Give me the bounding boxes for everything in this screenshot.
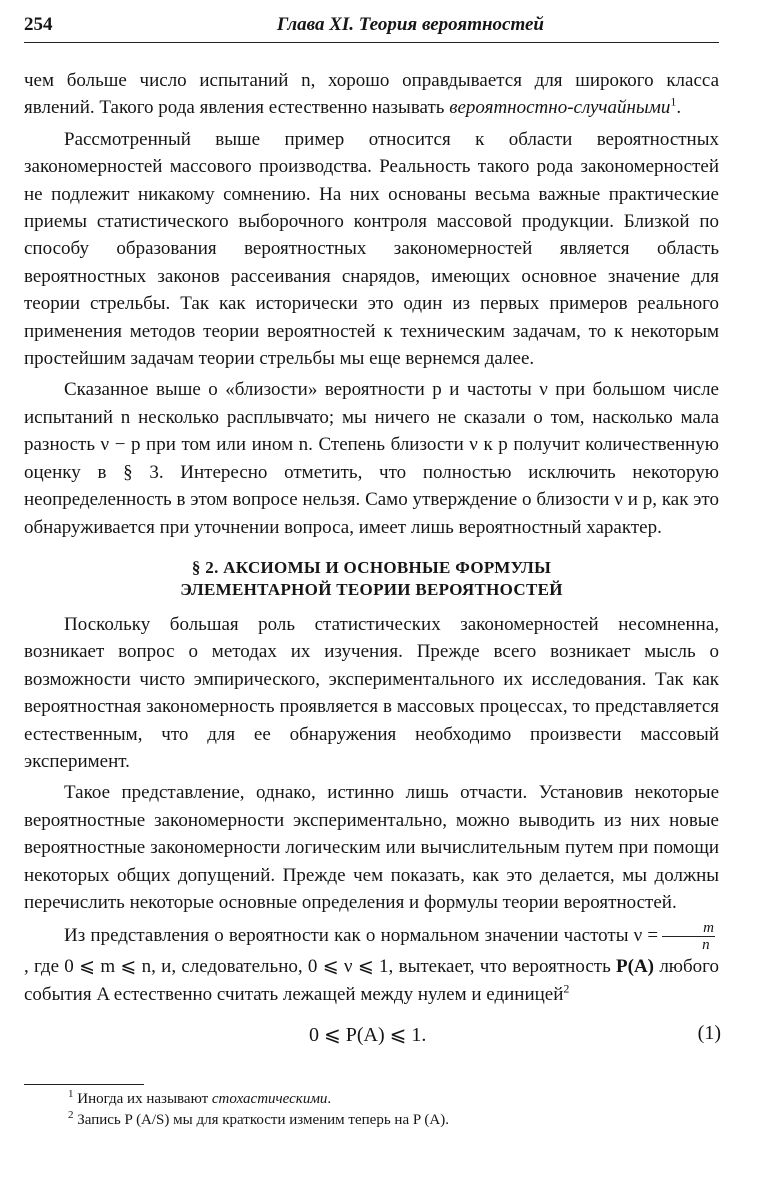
footnote-1: $^1$ Иногда их называют стохастическими. (68, 1088, 332, 1108)
formula-number: (1) (697, 1022, 721, 1045)
book-page (24, 14, 719, 1131)
paragraph-3: Сказанное выше о «близости» вероятности p и частоты ν при большом числе испытаний n несколько расплывчато; мы ничего не сказали о том, насколько мала разность ν − p при том или ином n. Степень близости ν к p получит количественную оценку в § 3. Интересно отметить, что полностью исключить некоторую неопределенность в этом вопросе нельзя. Само утверждение о близости ν и p, как это обнаруживается при уточнении вопроса, имеет лишь вероятностный характер. (24, 379, 719, 538)
paragraph-6: Из представления о вероятности как о нормальном значении частоты ν = $\frac{m}{n}$ , где 0 ⩽ m ⩽ n, и, следовательно, 0 ⩽ ν ⩽ 1, вытекает, что вероятность P(A) любого события A естественно считать лежащей между нулем и единицей$^2$ (24, 920, 719, 1005)
formula-expression: 0 ⩽ P(A) ⩽ 1. (309, 1024, 427, 1047)
page-header (24, 14, 719, 44)
footnote-rule (24, 1084, 144, 1085)
paragraph-5: Такое представление, однако, истинно лишь отчасти. Установив некоторые вероятностные закономерности экспериментально, можно выводить из них новые вероятностные закономерности логическим или вычислительным путем при помощи некоторых общих допущений. Прежде чем показать, как это делается, мы должны перечислить некоторые основные определения и формулы теории вероятностей. (24, 782, 719, 913)
footnote-ref-1[interactable]: 1 (670, 95, 677, 110)
header-rule (24, 42, 719, 43)
running-title: Глава XI. Теория вероятностей (276, 14, 544, 35)
paragraph-2: Рассмотренный выше пример относится к области вероятностных закономерностей массового производства. Реальность такого рода закономерностей не подлежит никакому сомнению. На них основаны весьма важные практические приемы статистического выборочного контроля массовой продукции. Близкой по способу образования вероятностных закономерностей является область вероятностных законов рассеивания снарядов, имеющих основное значение для теории стрельбы. Так как исторически это один из первых примеров реального применения методов теории вероятностей к техническим задачам, то к некоторым простейшим задачам теории стрельбы мы еще вернемся далее. (24, 128, 719, 370)
formula-1 (24, 1016, 719, 1056)
paragraph-4: Поскольку большая роль статистических закономерностей несомненна, возникает вопрос о методах их изучения. Прежде всего возникает мысль о возможности чисто эмпирического, экспериментального их исследования. Так как вероятностная закономерность проявляется в массовых процессах, то представляется естественным, что для ее обнаружения необходимо произвести массовый эксперимент. (24, 613, 719, 772)
footnote-ref-2[interactable]: 2 (563, 981, 570, 996)
italic-term: вероятностно-случайными (449, 97, 671, 119)
page-number: 254 (24, 14, 53, 35)
section-heading-line-2: ЭЛЕМЕНТАРНОЙ ТЕОРИИ ВЕРОЯТНОСТЕЙ (180, 579, 563, 599)
fraction-m-over-n: $\frac{m}{n}$ (662, 920, 715, 953)
section-heading-line-1: § 2. АКСИОМЫ И ОСНОВНЫЕ ФОРМУЛЫ (191, 557, 552, 577)
section-heading (24, 557, 719, 601)
footnote-2: $^2$ Запись P (A/S) мы для краткости изменим теперь на P (A). (68, 1109, 449, 1129)
paragraph-1: чем больше число испытаний n, хорошо оправдывается для широкого класса явлений. Такого рода явления естественно называть вероятностно-случайными$^1$. (24, 70, 719, 119)
probability-pa: P(A) (616, 956, 655, 978)
